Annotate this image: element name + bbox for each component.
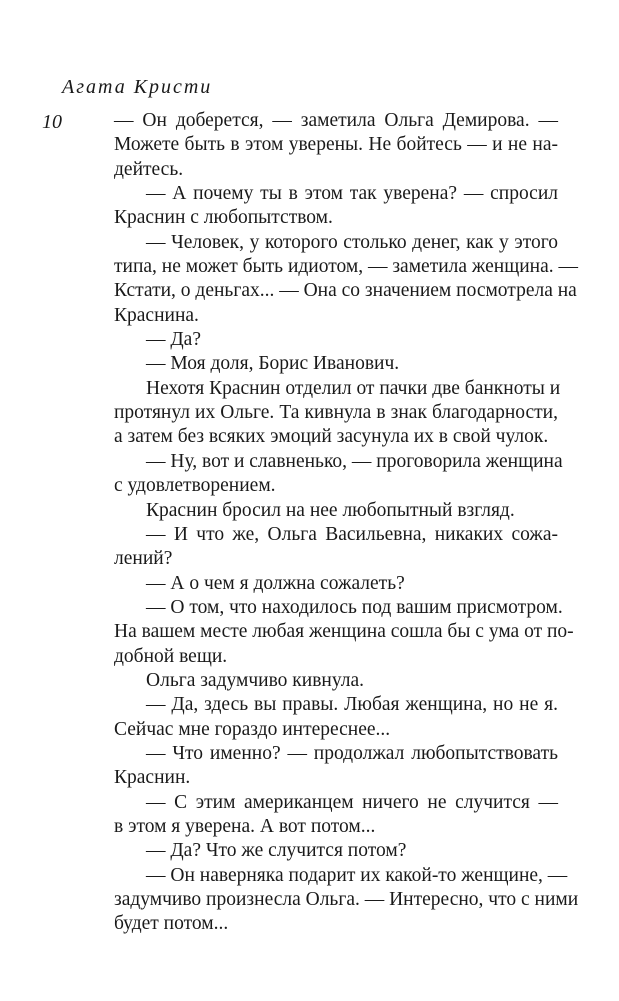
text-line: Можете быть в этом уверены. Не бойтесь — и не на- <box>114 134 558 156</box>
text-line: в этом я уверена. А вот потом... <box>114 815 376 837</box>
page-number: 10 <box>42 111 62 133</box>
running-head-author: Агата Кристи <box>62 76 213 98</box>
text-line: протянул их Ольге. Та кивнула в знак благодарности, <box>114 402 558 424</box>
text-line: Краснин с любопытством. <box>114 207 333 229</box>
text-line: а затем без всяких эмоций засунула их в свой чулок. <box>114 426 549 448</box>
text-line: типа, не может быть идиотом, — заметила женщина. — <box>114 256 579 278</box>
text-line: На вашем месте любая женщина сошла бы с ума от по- <box>114 621 574 643</box>
text-line: — Что именно? — продолжал любопытствовать <box>146 742 558 764</box>
text-line: — Да? Что же случится потом? <box>146 840 407 862</box>
text-line: — И что же, Ольга Васильевна, никаких сожа- <box>146 523 558 545</box>
text-line: с удовлетворением. <box>114 475 276 497</box>
text-line: лений? <box>114 548 173 570</box>
text-line: — А о чем я должна сожалеть? <box>146 572 405 594</box>
body-text <box>114 109 579 937</box>
text-line: — Он доберется, — заметила Ольга Демирова. — <box>114 110 558 131</box>
text-line: Краснина. <box>114 304 199 326</box>
text-line: Нехотя Краснин отделил от пачки две банкноты и <box>146 377 561 399</box>
text-line: Краснин. <box>114 767 191 789</box>
text-line: Краснин бросил на нее любопытный взгляд. <box>146 499 515 521</box>
text-line: Ольга задумчиво кивнула. <box>146 669 364 691</box>
text-line: — Ну, вот и славненько, — проговорила женщина <box>146 450 563 472</box>
text-line: — Да, здесь вы правы. Любая женщина, но не я. <box>146 694 558 716</box>
text-line: будет потом... <box>114 913 229 935</box>
text-line: добной вещи. <box>114 645 228 667</box>
text-line: дейтесь. <box>114 158 184 180</box>
text-line: Сейчас мне гораздо интереснее... <box>114 718 391 740</box>
text-line: — О том, что находилось под вашим присмотром. <box>146 596 563 618</box>
text-line: Кстати, о деньгах... — Она со значением посмотрела на <box>114 280 577 302</box>
text-line: — А почему ты в этом так уверена? — спросил <box>146 183 558 205</box>
text-line: — Он наверняка подарит их какой-то женщине, — <box>146 864 568 886</box>
text-line: — Человек, у которого столько денег, как у этого <box>146 231 558 253</box>
text-line: задумчиво произнесла Ольга. — Интересно, что с ними <box>114 889 579 910</box>
text-line: — Моя доля, Борис Иванович. <box>146 353 400 375</box>
text-line: — С этим американцем ничего не случится — <box>146 791 558 813</box>
text-line: — Да? <box>146 329 201 351</box>
